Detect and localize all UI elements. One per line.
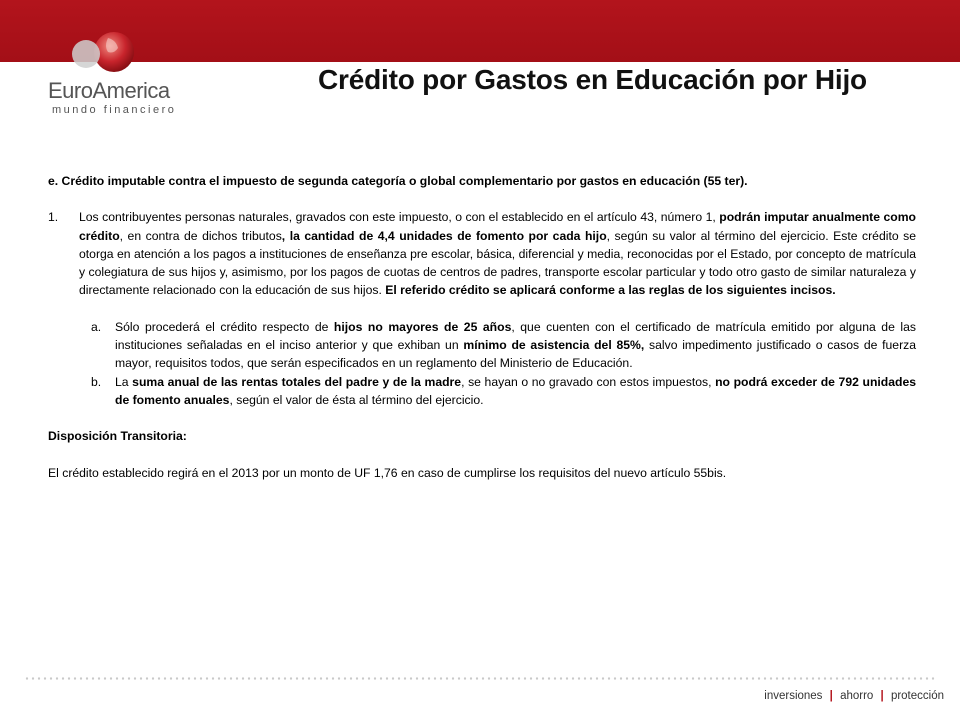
footer-tag-investments: inversiones [764,690,823,702]
page-title: Crédito por Gastos en Educación por Hijo [318,64,867,95]
footer-separator: | [829,690,833,702]
footer-tag-savings: ahorro [840,690,874,702]
logo-name: EuroAmerica [48,78,170,103]
company-logo [48,30,178,116]
sub-letter: a. [91,319,102,334]
sub-item-a [91,318,916,373]
footer-divider [24,677,936,680]
transitional-heading: Disposición Transitoria: [48,429,187,444]
sub-item-text: Sólo procederá el crédito respecto de hijos no mayores de 25 años, que cuenten con el certificado de matrícula emitido por alguna de las instituciones señaladas en el inciso anterior y que exhiban un mínimo de asistencia del 85%, salvo impedimento justificado o casos de fuerza mayor, requisitos todos, que serán especificados en un reglamento del Ministerio de Educación. [115,319,916,371]
list-item-1 [48,208,916,299]
list-item-text: Los contribuyentes personas naturales, gravados con este impuesto, o con el establecido en el artículo 43, número 1, podrán imputar anualmente como crédito, en contra de dichos tributos, la cantidad de 4,4 unidades de fomento por cada hijo, según su valor al término del ejercicio. Este crédito se otorga en atención a los pagos a instituciones de enseñanza pre escolar, básica, diferencial y media, reconocidas por el Estado, por concepto de matrícula y colegiatura de sus hijos y, asimismo, por los pagos de cuotas de centros de padres, transporte escolar particular y todo otro gasto de similar naturaleza y directamente relacionado con la educación de sus hijos. El referido crédito se aplicará conforme a las reglas de los siguientes incisos. [79,210,916,298]
document-body [48,172,916,482]
section-heading: e. Crédito imputable contra el impuesto de segunda categoría o global complementario por gastos en educación (55 ter). [48,174,748,188]
footer-tag-protection: protección [890,690,944,702]
globe-icon [70,30,140,80]
list-number: 1. [48,210,59,225]
sub-item-text: La suma anual de las rentas totales del padre y de la madre, se hayan o no gravado con estos impuestos, no podrá exceder de 792 unidades de fomento anuales, según el valor de ésta al término del ejercicio. [115,374,916,407]
sub-item-b [91,373,916,410]
sub-letter: b. [91,374,102,389]
footer-separator: | [880,690,884,702]
footer-tagline [764,690,944,702]
sub-list [91,318,916,409]
logo-tagline: mundo financiero [52,104,177,116]
transitional-text: El crédito establecido regirá en el 2013 por un monto de UF 1,76 en caso de cumplirse los requisitos del nuevo artículo 55bis. [48,465,727,480]
